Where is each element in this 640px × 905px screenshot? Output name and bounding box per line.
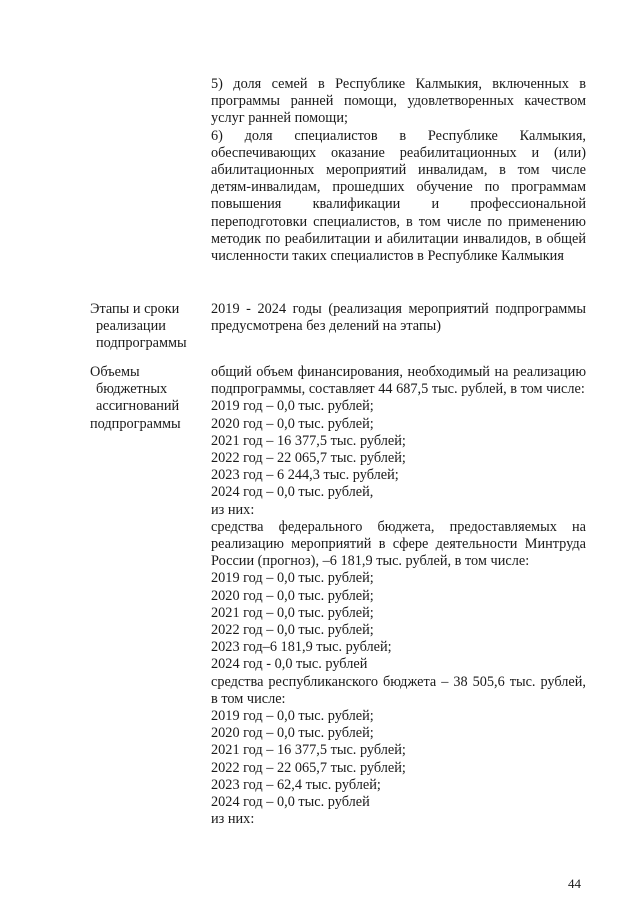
federal-year-2022: 2022 год – 0,0 тыс. рублей; bbox=[211, 622, 374, 639]
budget-value bbox=[211, 364, 586, 828]
republic-year-2019: 2019 год – 0,0 тыс. рублей; bbox=[211, 708, 374, 725]
federal-year-2019: 2019 год – 0,0 тыс. рублей; bbox=[211, 570, 374, 587]
federal-intro: средства федерального бюджета, предоставляемых на реализацию мероприятий в сфере деятельности Минтруда России (прогноз), –6 181,9 тыс. рублей, в том числе: bbox=[211, 518, 586, 570]
stages-value: 2019 - 2024 годы (реализация мероприятий подпрограммы предусмотрена без делений на этапы) bbox=[211, 301, 586, 335]
budget-label: Объемы бюджетных ассигнований подпрограммы bbox=[90, 364, 181, 432]
page-number: 44 bbox=[568, 876, 581, 891]
indicator-item-6: 6) доля специалистов в Республике Калмыкия, обеспечивающих оказание реабилитационных и (или) абилитационных мероприятий инвалидам, в том числе детям-инвалидам, прошедших обучение по программам повышения квалификации и профессиональной переподготовки специалистов, в том числе по применению методик по реабилитации и абилитации инвалидов, в общей численности таких специалистов в Республике Калмыкия bbox=[211, 127, 586, 265]
total-year-2024: 2024 год – 0,0 тыс. рублей, bbox=[211, 484, 374, 501]
republic-year-2020: 2020 год – 0,0 тыс. рублей; bbox=[211, 725, 374, 742]
total-year-2020: 2020 год – 0,0 тыс. рублей; bbox=[211, 415, 374, 432]
federal-year-2021: 2021 год – 0,0 тыс. рублей; bbox=[211, 604, 374, 621]
total-year-2022: 2022 год – 22 065,7 тыс. рублей; bbox=[211, 450, 406, 467]
federal-year-2020: 2020 год – 0,0 тыс. рублей; bbox=[211, 587, 374, 604]
republic-intro: средства республиканского бюджета – 38 505,6 тыс. рублей, в том числе: bbox=[211, 673, 586, 707]
republic-year-2024: 2024 год – 0,0 тыс. рублей bbox=[211, 794, 370, 811]
republic-year-2021: 2021 год – 16 377,5 тыс. рублей; bbox=[211, 742, 406, 759]
indicator-item-5: 5) доля семей в Республике Калмыкия, включенных в программы ранней помощи, удовлетворенных качеством услуг ранней помощи; bbox=[211, 76, 586, 127]
republic-year-2022: 2022 год – 22 065,7 тыс. рублей; bbox=[211, 759, 406, 776]
of-them-1: из них: bbox=[211, 501, 255, 518]
stages-label: Этапы и сроки реализации подпрограммы bbox=[90, 301, 187, 352]
total-year-2023: 2023 год – 6 244,3 тыс. рублей; bbox=[211, 467, 399, 484]
total-year-2019: 2019 год – 0,0 тыс. рублей; bbox=[211, 398, 374, 415]
of-them-2: из них: bbox=[211, 811, 255, 828]
federal-year-2023: 2023 год–6 181,9 тыс. рублей; bbox=[211, 639, 392, 656]
federal-year-2024: 2024 год - 0,0 тыс. рублей bbox=[211, 656, 368, 673]
total-year-2021: 2021 год – 16 377,5 тыс. рублей; bbox=[211, 432, 406, 449]
republic-year-2023: 2023 год – 62,4 тыс. рублей; bbox=[211, 776, 381, 793]
indicators-continuation bbox=[211, 76, 586, 265]
total-intro: общий объем финансирования, необходимый на реализацию подпрограммы, составляет 44 687,5 тыс. рублей, в том числе: bbox=[211, 364, 586, 398]
